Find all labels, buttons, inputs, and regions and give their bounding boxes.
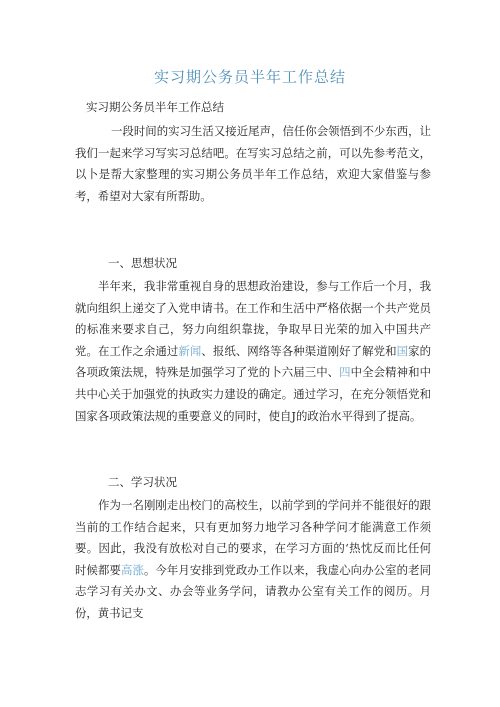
text-run: 、报纸、网络等各种渠道刚好了解党和 (201, 343, 397, 358)
section-heading-thought: 一、思想状况 (108, 256, 177, 270)
text-run: 中全会精神和中共中心关于加强党的执政实力建设的确定。通过学习，在充分领悟党和国家各项政策法规的重要意义的同时，使自J的政治水平得到了提高。 (75, 365, 431, 423)
section-study-paragraph (75, 495, 431, 625)
section-thought-paragraph (75, 276, 431, 427)
intro-paragraph: 一段时间的实习生活又接近尾声，信任你会领悟到不少东西，让我们一起来学习写实习总结吧。在写实习总结之前，可以先参考范文，以卜是帮大家整理的实习期公务员半年工作总结，欢迎大家借鉴与参考，希望对大家有所帮助。 (75, 124, 431, 203)
text-run: 。今年月安排到党政办工作以来，我虚心向办公室的老同志学习有关办文、办会等业务学问，请教办公室有关工作的阅历。月份，黄书记支 (75, 562, 431, 620)
highlight-text: 四 (339, 365, 351, 380)
text-run: 作为一名刚刚走出校门的高校生，以前学到的学问并不能很好的跟当前的工作结合起来，只有更加努力地学习各种学问才能满意工作须要。因此，我没有放松对自己的要求，在学习方面的‘热忱反而比任何时候都要 (75, 498, 431, 577)
text-run: 家的各项政策法规，特殊是加强学习了党的卜六届三中、 (75, 343, 431, 380)
section-heading-study: 二、学习状况 (108, 475, 177, 489)
document-subtitle: 实习期公务员半年工作总结 (86, 100, 224, 114)
highlight-text: 新闻 (178, 343, 202, 358)
highlight-text: 高涨 (120, 562, 144, 577)
document-title: 实习期公务员半年工作总结 (153, 68, 346, 86)
highlight-text: 国 (396, 343, 409, 358)
text-run: 半年来，我非常重视自身的思想政治建设，参与工作后一个月，我就向组织上递交了入党申请书。在工作和生活中严格依据一个共产党员的标准来要求自己，努力向组织靠拢，争取早日光荣的加入中国共产党。在工作之余通过 (75, 279, 431, 358)
